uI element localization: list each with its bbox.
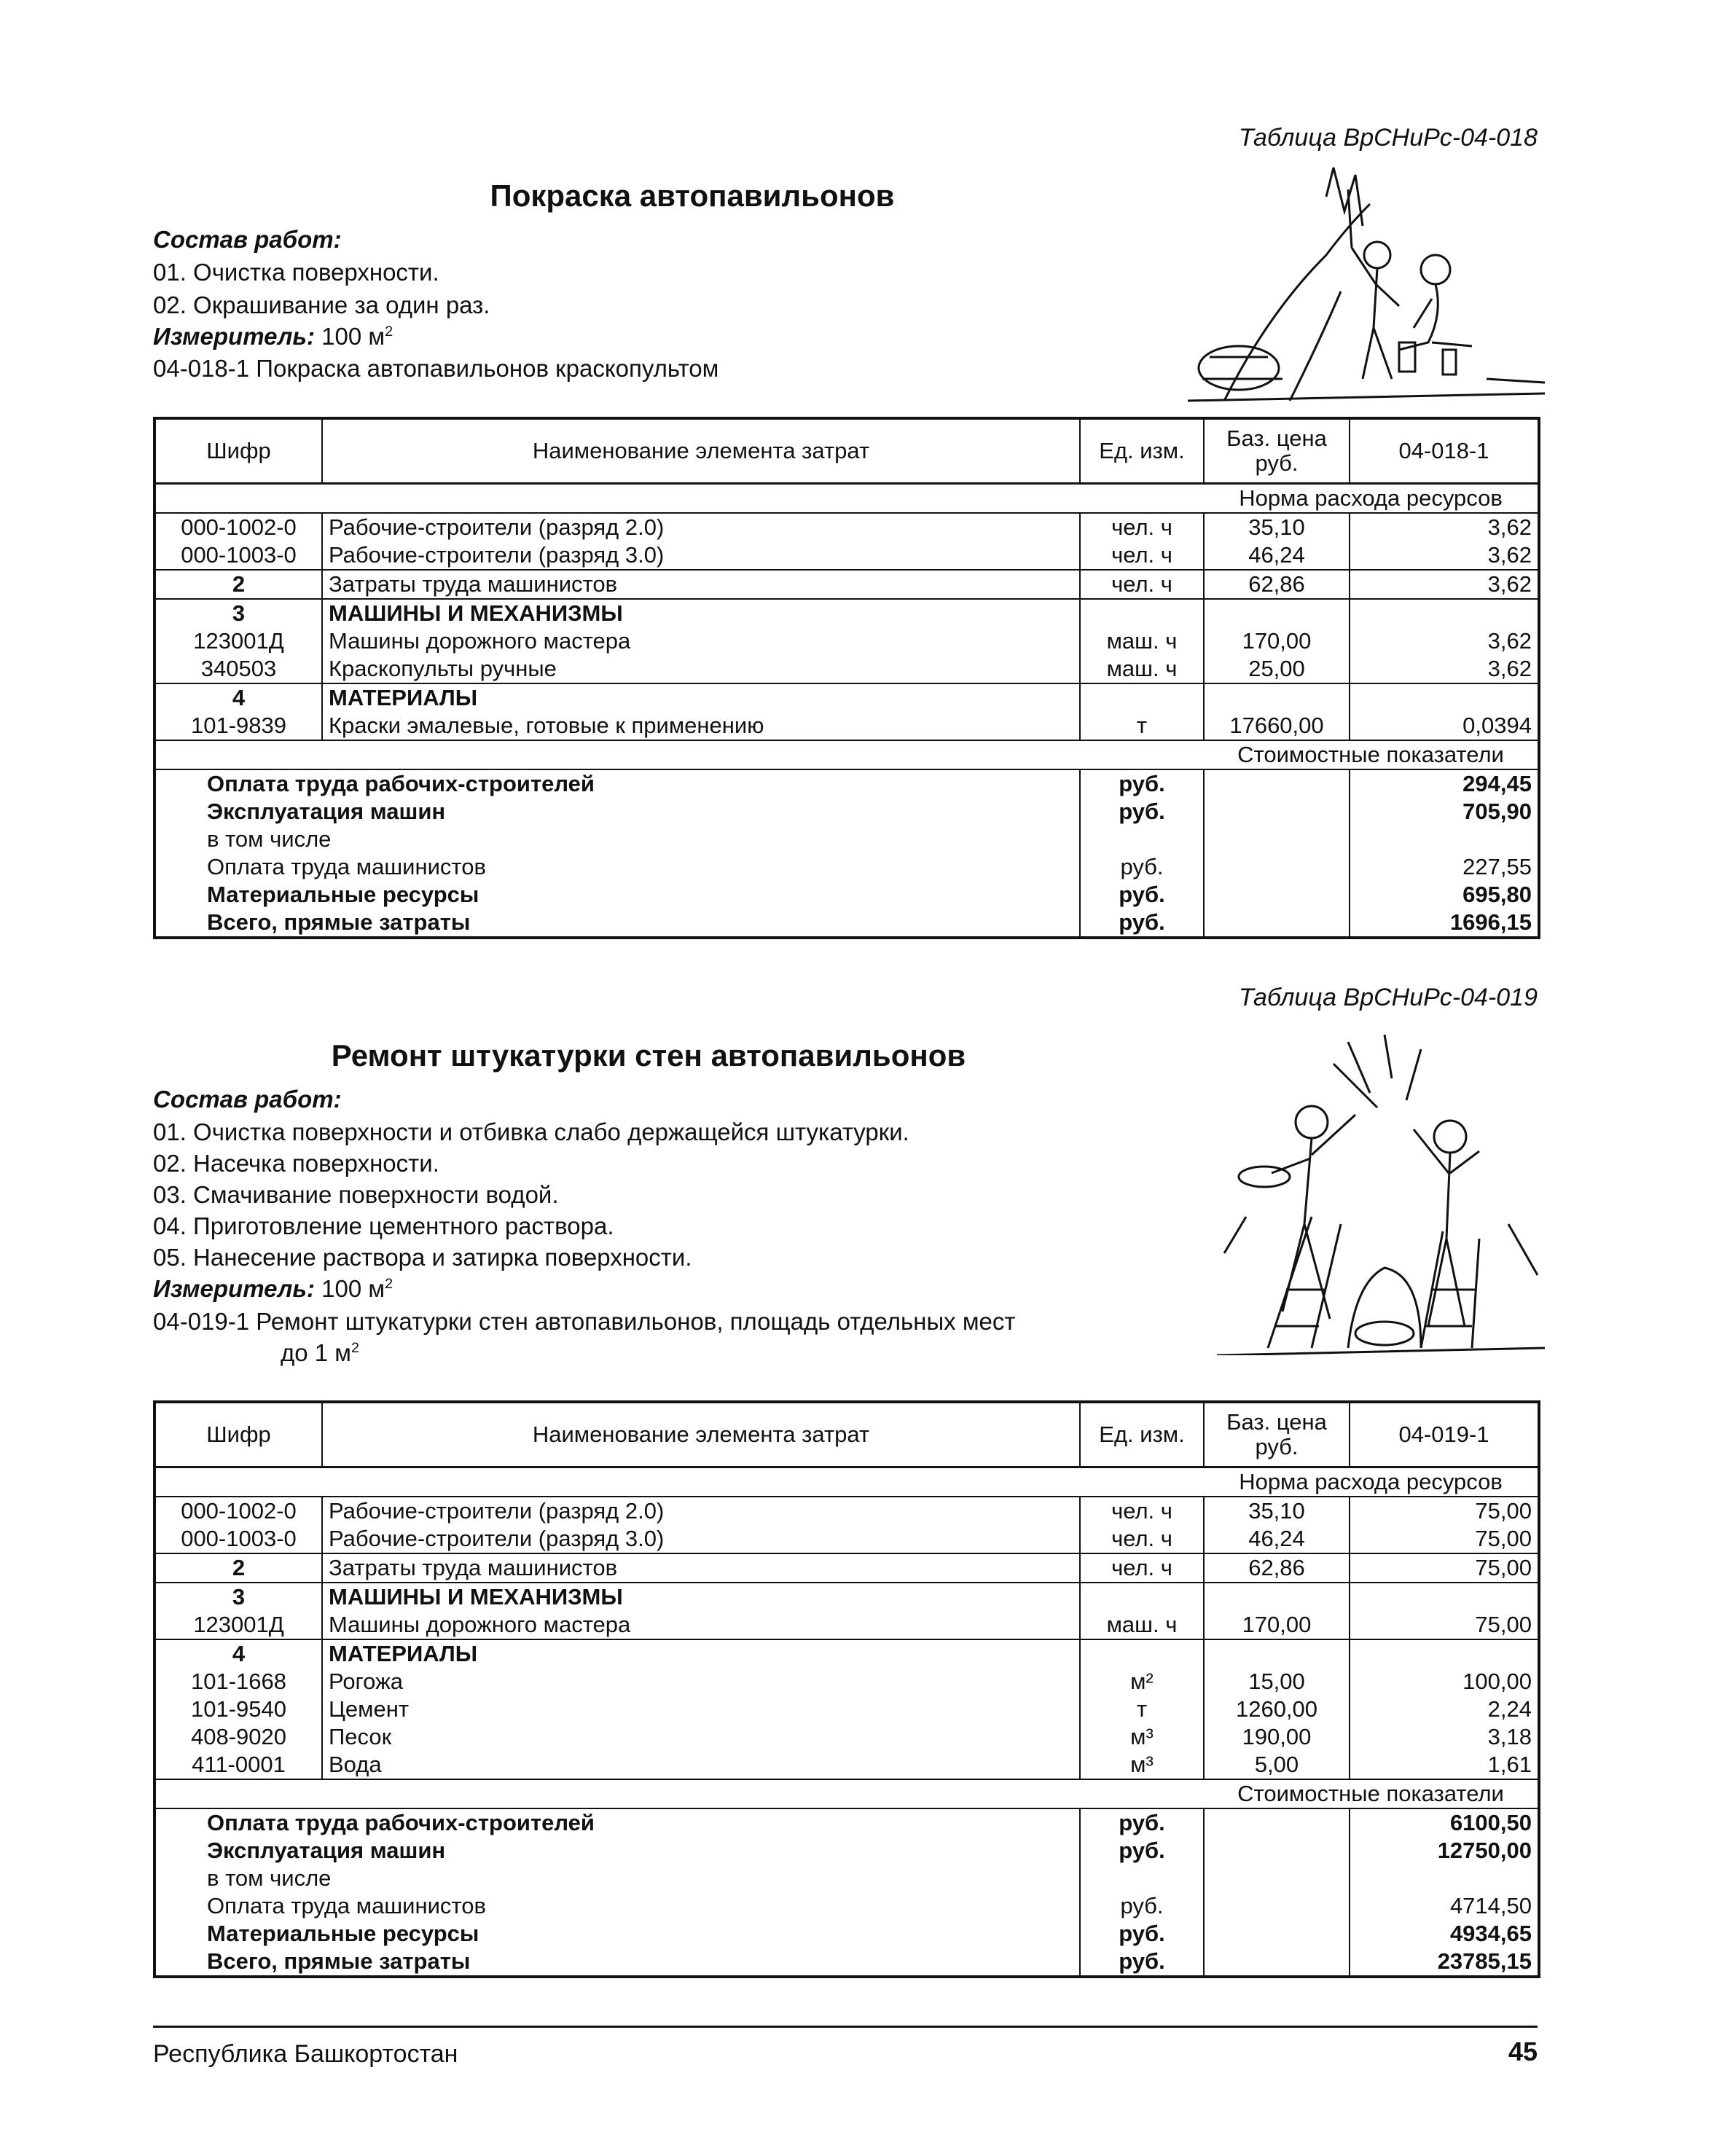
row-price: 46,24 (1204, 541, 1350, 570)
cost-name: Материальные ресурсы (154, 881, 1080, 909)
operation-item: 04. Приготовление цементного раствора. (153, 1212, 614, 1239)
row-name: Рабочие-строители (разряд 2.0) (322, 1497, 1080, 1525)
cost-unit: руб. (1080, 1920, 1204, 1948)
cost-unit: руб. (1080, 1808, 1204, 1837)
code-line-sup: 2 (351, 1340, 360, 1356)
table-row (154, 513, 1539, 541)
col-header-name: Наименование элемента затрат (322, 1402, 1080, 1467)
row-value: 3,62 (1350, 655, 1539, 683)
table-header-row (154, 1402, 1539, 1467)
cost-subheader-row (154, 1779, 1539, 1808)
row-name: Машины дорожного мастера (322, 627, 1080, 655)
row-price: 5,00 (1204, 1751, 1350, 1779)
row-name: Затраты труда машинистов (322, 570, 1080, 599)
table-row (154, 1611, 1539, 1639)
row-price: 170,00 (1204, 1611, 1350, 1639)
code-line: 04-019-1 Ремонт штукатурки стен автопавильонов, площадь отдельных мест (153, 1308, 1016, 1335)
row-unit: маш. ч (1080, 1611, 1204, 1639)
col-header-unit: Ед. изм. (1080, 418, 1204, 484)
table-row (154, 1723, 1539, 1751)
row-price: 1260,00 (1204, 1696, 1350, 1723)
cost-row (154, 909, 1539, 938)
row-unit: маш. ч (1080, 655, 1204, 683)
col-header-norm-code: 04-018-1 (1350, 418, 1539, 484)
row-price: 35,10 (1204, 513, 1350, 541)
cost-row (154, 826, 1539, 853)
row-value (1350, 683, 1539, 712)
row-code: 3 (154, 599, 322, 627)
row-code: 4 (154, 683, 322, 712)
row-value: 3,62 (1350, 627, 1539, 655)
cost-row (154, 798, 1539, 826)
page-number: 45 (1508, 2037, 1538, 2066)
col-header-code: Шифр (154, 418, 322, 484)
row-unit: чел. ч (1080, 1525, 1204, 1553)
row-price: 35,10 (1204, 1497, 1350, 1525)
cost-row (154, 769, 1539, 798)
cost-unit (1080, 826, 1204, 853)
row-name: Цемент (322, 1696, 1080, 1723)
cost-row (154, 1892, 1539, 1920)
row-name: Песок (322, 1723, 1080, 1751)
norms-table-04-018 (153, 417, 1540, 939)
cost-value: 695,80 (1350, 881, 1539, 909)
row-code: 411-0001 (154, 1751, 322, 1779)
operation-item: 02. Окрашивание за один раз. (153, 291, 490, 318)
row-unit: м³ (1080, 1723, 1204, 1751)
table-row (154, 1696, 1539, 1723)
cost-name: Оплата труда рабочих-строителей (154, 769, 1080, 798)
cost-unit: руб. (1080, 769, 1204, 798)
norm-header: Норма расхода ресурсов (1204, 1467, 1539, 1497)
col-header-price: Баз. цена руб. (1204, 1402, 1350, 1467)
row-price: 17660,00 (1204, 712, 1350, 740)
cost-value: 4714,50 (1350, 1892, 1539, 1920)
cost-value: 23785,15 (1350, 1948, 1539, 1977)
row-price: 25,00 (1204, 655, 1350, 683)
table-row (154, 1553, 1539, 1583)
norm-subheader-row (154, 484, 1539, 514)
cost-unit: руб. (1080, 1948, 1204, 1977)
row-code: 3 (154, 1583, 322, 1611)
row-name: МАТЕРИАЛЫ (322, 683, 1080, 712)
norm-subheader-row (154, 1467, 1539, 1497)
row-unit: м² (1080, 1668, 1204, 1696)
row-name: МАШИНЫ И МЕХАНИЗМЫ (322, 599, 1080, 627)
row-name: МАТЕРИАЛЫ (322, 1639, 1080, 1668)
meter-value: 100 м (321, 323, 385, 350)
row-code: 408-9020 (154, 1723, 322, 1751)
table-row (154, 570, 1539, 599)
row-code: 101-9540 (154, 1696, 322, 1723)
cost-row (154, 853, 1539, 881)
code-line-2: до 1 м (281, 1339, 351, 1366)
table-row (154, 683, 1539, 712)
cost-row (154, 881, 1539, 909)
col-header-unit: Ед. изм. (1080, 1402, 1204, 1467)
table-tag: Таблица ВрСНиРс-04-019 (1238, 984, 1538, 1011)
operation-item: 05. Нанесение раствора и затирка поверхности. (153, 1244, 692, 1271)
cost-value: 294,45 (1350, 769, 1539, 798)
row-price (1204, 1639, 1350, 1668)
row-value: 0,0394 (1350, 712, 1539, 740)
col-header-norm-code: 04-019-1 (1350, 1402, 1539, 1467)
section-title: Ремонт штукатурки стен автопавильонов (331, 1038, 966, 1073)
cost-unit: руб. (1080, 1892, 1204, 1920)
composition-heading: Состав работ: (153, 226, 342, 253)
row-value (1350, 1639, 1539, 1668)
row-value: 75,00 (1350, 1497, 1539, 1525)
table-row (154, 1668, 1539, 1696)
row-name: Рабочие-строители (разряд 3.0) (322, 541, 1080, 570)
cost-value (1350, 1865, 1539, 1892)
row-value (1350, 599, 1539, 627)
table-row (154, 599, 1539, 627)
row-unit: т (1080, 1696, 1204, 1723)
row-value: 100,00 (1350, 1668, 1539, 1696)
row-code: 000-1003-0 (154, 1525, 322, 1553)
row-value (1350, 1583, 1539, 1611)
cost-name: Оплата труда рабочих-строителей (154, 1808, 1080, 1837)
cost-name: Всего, прямые затраты (154, 1948, 1080, 1977)
operation-item: 03. Смачивание поверхности водой. (153, 1181, 559, 1208)
row-unit (1080, 683, 1204, 712)
row-unit: чел. ч (1080, 541, 1204, 570)
row-price (1204, 1583, 1350, 1611)
operation-item: 01. Очистка поверхности. (153, 259, 439, 286)
row-code: 340503 (154, 655, 322, 683)
cost-unit: руб. (1080, 798, 1204, 826)
row-price: 46,24 (1204, 1525, 1350, 1553)
table-header-row (154, 418, 1539, 484)
cost-value: 4934,65 (1350, 1920, 1539, 1948)
row-value: 3,18 (1350, 1723, 1539, 1751)
row-name: Машины дорожного мастера (322, 1611, 1080, 1639)
row-price: 62,86 (1204, 1553, 1350, 1583)
cost-name: Всего, прямые затраты (154, 909, 1080, 938)
cost-name: в том числе (154, 1865, 1080, 1892)
cost-name: в том числе (154, 826, 1080, 853)
row-price: 62,86 (1204, 570, 1350, 599)
code-line: 04-018-1 Покраска автопавильонов краскопультом (153, 355, 719, 382)
meter-value: 100 м (321, 1275, 385, 1302)
row-unit: чел. ч (1080, 570, 1204, 599)
row-name: Краскопульты ручные (322, 655, 1080, 683)
row-price: 190,00 (1204, 1723, 1350, 1751)
row-name: Рабочие-строители (разряд 2.0) (322, 513, 1080, 541)
row-value: 1,61 (1350, 1751, 1539, 1779)
meter-label: Измеритель: (153, 1275, 315, 1302)
row-code: 101-1668 (154, 1668, 322, 1696)
row-value: 3,62 (1350, 541, 1539, 570)
cost-row (154, 1837, 1539, 1865)
cost-name: Оплата труда машинистов (154, 1892, 1080, 1920)
table-row (154, 627, 1539, 655)
row-name: Рабочие-строители (разряд 3.0) (322, 1525, 1080, 1553)
row-code: 101-9839 (154, 712, 322, 740)
cost-value: 227,55 (1350, 853, 1539, 881)
col-header-price: Баз. цена руб. (1204, 418, 1350, 484)
cost-header: Стоимостные показатели (1204, 1779, 1539, 1808)
row-code: 2 (154, 1553, 322, 1583)
row-code: 000-1002-0 (154, 513, 322, 541)
row-unit: чел. ч (1080, 1553, 1204, 1583)
row-price (1204, 599, 1350, 627)
table-row (154, 712, 1539, 740)
meter-label: Измеритель: (153, 323, 315, 350)
footer-region: Республика Башкортостан (153, 2040, 458, 2068)
plasterers-illustration (1202, 1035, 1552, 1355)
row-name: Рогожа (322, 1668, 1080, 1696)
row-value: 3,62 (1350, 513, 1539, 541)
table-row (154, 1639, 1539, 1668)
cost-unit: руб. (1080, 909, 1204, 938)
cost-value: 1696,15 (1350, 909, 1539, 938)
row-price: 15,00 (1204, 1668, 1350, 1696)
row-unit (1080, 1639, 1204, 1668)
operation-item: 01. Очистка поверхности и отбивка слабо держащейся штукатурки. (153, 1118, 909, 1145)
row-unit: м³ (1080, 1751, 1204, 1779)
cost-row (154, 1948, 1539, 1977)
cost-unit: руб. (1080, 853, 1204, 881)
row-name: Затраты труда машинистов (322, 1553, 1080, 1583)
table-tag: Таблица ВрСНиРс-04-018 (1238, 124, 1538, 152)
row-value: 2,24 (1350, 1696, 1539, 1723)
table-row (154, 1583, 1539, 1611)
cost-name: Материальные ресурсы (154, 1920, 1080, 1948)
cost-unit (1080, 1865, 1204, 1892)
cost-unit: руб. (1080, 881, 1204, 909)
norm-header: Норма расхода ресурсов (1204, 484, 1539, 514)
cost-value: 705,90 (1350, 798, 1539, 826)
norms-table-04-019 (153, 1400, 1540, 1978)
operation-item: 02. Насечка поверхности. (153, 1150, 439, 1177)
table-row (154, 1751, 1539, 1779)
section-title: Покраска автопавильонов (490, 179, 895, 213)
cost-value (1350, 826, 1539, 853)
row-value: 75,00 (1350, 1525, 1539, 1553)
col-header-name: Наименование элемента затрат (322, 418, 1080, 484)
meter-sup: 2 (385, 1276, 393, 1292)
row-name: МАШИНЫ И МЕХАНИЗМЫ (322, 1583, 1080, 1611)
row-code: 000-1003-0 (154, 541, 322, 570)
table-row (154, 541, 1539, 570)
cost-name: Эксплуатация машин (154, 1837, 1080, 1865)
table-row (154, 655, 1539, 683)
composition-heading: Состав работ: (153, 1086, 342, 1113)
row-price (1204, 683, 1350, 712)
row-unit (1080, 599, 1204, 627)
row-unit: т (1080, 712, 1204, 740)
cost-value: 6100,50 (1350, 1808, 1539, 1837)
code-line-continuation (281, 1339, 359, 1367)
painters-illustration (1180, 160, 1559, 415)
cost-row (154, 1808, 1539, 1837)
row-unit: маш. ч (1080, 627, 1204, 655)
row-code: 123001Д (154, 1611, 322, 1639)
row-code: 000-1002-0 (154, 1497, 322, 1525)
cost-header: Стоимостные показатели (1204, 740, 1539, 769)
row-price: 170,00 (1204, 627, 1350, 655)
row-name: Вода (322, 1751, 1080, 1779)
row-value: 75,00 (1350, 1553, 1539, 1583)
row-unit (1080, 1583, 1204, 1611)
cost-unit: руб. (1080, 1837, 1204, 1865)
row-code: 123001Д (154, 627, 322, 655)
meter-sup: 2 (385, 324, 393, 340)
cost-value: 12750,00 (1350, 1837, 1539, 1865)
cost-row (154, 1865, 1539, 1892)
cost-row (154, 1920, 1539, 1948)
footer-divider (153, 2026, 1538, 2028)
row-unit: чел. ч (1080, 513, 1204, 541)
col-header-code: Шифр (154, 1402, 322, 1467)
cost-name: Эксплуатация машин (154, 798, 1080, 826)
meter-line (153, 323, 393, 350)
cost-subheader-row (154, 740, 1539, 769)
table-row (154, 1525, 1539, 1553)
row-value: 3,62 (1350, 570, 1539, 599)
table-row (154, 1497, 1539, 1525)
row-code: 2 (154, 570, 322, 599)
row-unit: чел. ч (1080, 1497, 1204, 1525)
row-name: Краски эмалевые, готовые к применению (322, 712, 1080, 740)
cost-name: Оплата труда машинистов (154, 853, 1080, 881)
row-code: 4 (154, 1639, 322, 1668)
row-value: 75,00 (1350, 1611, 1539, 1639)
meter-line (153, 1275, 393, 1303)
